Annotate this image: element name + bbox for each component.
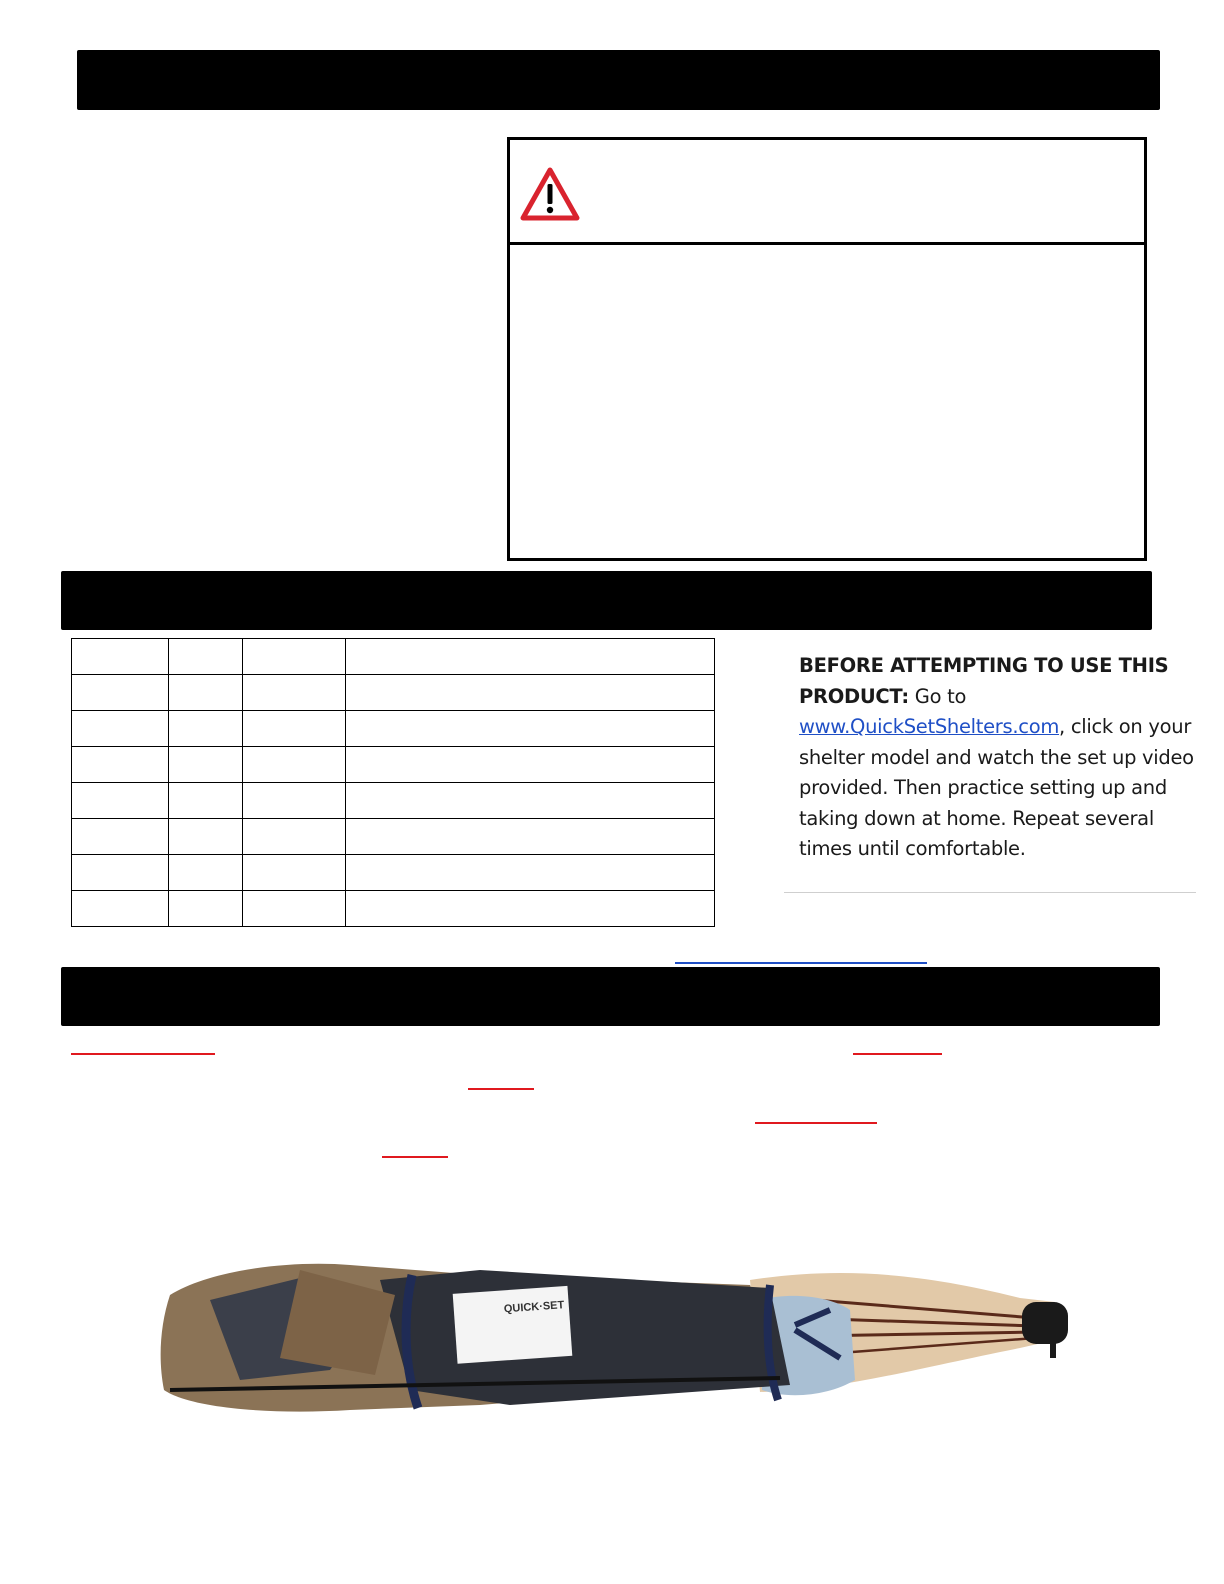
link-underline[interactable] xyxy=(675,962,927,964)
section-header-bar-2 xyxy=(61,571,1152,630)
website-link[interactable]: www.QuickSetShelters.com xyxy=(799,715,1060,738)
section-header-bar-3 xyxy=(61,967,1160,1026)
table-row xyxy=(72,783,715,819)
warning-header xyxy=(510,140,1144,245)
table-row xyxy=(72,891,715,927)
note-text xyxy=(799,651,1196,865)
table-row xyxy=(72,855,715,891)
table-row xyxy=(72,711,715,747)
note-text-before-link: Go to xyxy=(908,684,967,708)
note-bold-lead: BEFORE ATTEMPTING TO USE THIS PRODUCT: xyxy=(799,654,1169,708)
table-row xyxy=(72,819,715,855)
packed-shelter-photo xyxy=(150,1240,1080,1430)
red-underline xyxy=(382,1156,448,1158)
warning-box xyxy=(507,137,1147,561)
table-row xyxy=(72,639,715,675)
table-row xyxy=(72,675,715,711)
table-row xyxy=(72,747,715,783)
warning-triangle-icon xyxy=(519,166,581,222)
parts-table xyxy=(71,638,715,927)
red-underline xyxy=(71,1053,215,1055)
shelter-brand-label: QUICK·SET xyxy=(503,1299,565,1316)
note-text-after-link: , click on your shelter model and watch the set up video provided. Then practice setting up and taking down at home. Repeat several times until comfortable. xyxy=(799,715,1194,860)
red-underline xyxy=(755,1122,877,1124)
section-header-bar-1 xyxy=(77,50,1160,110)
red-underline xyxy=(468,1088,534,1090)
red-underline xyxy=(853,1053,942,1055)
setup-video-note xyxy=(784,645,1196,893)
